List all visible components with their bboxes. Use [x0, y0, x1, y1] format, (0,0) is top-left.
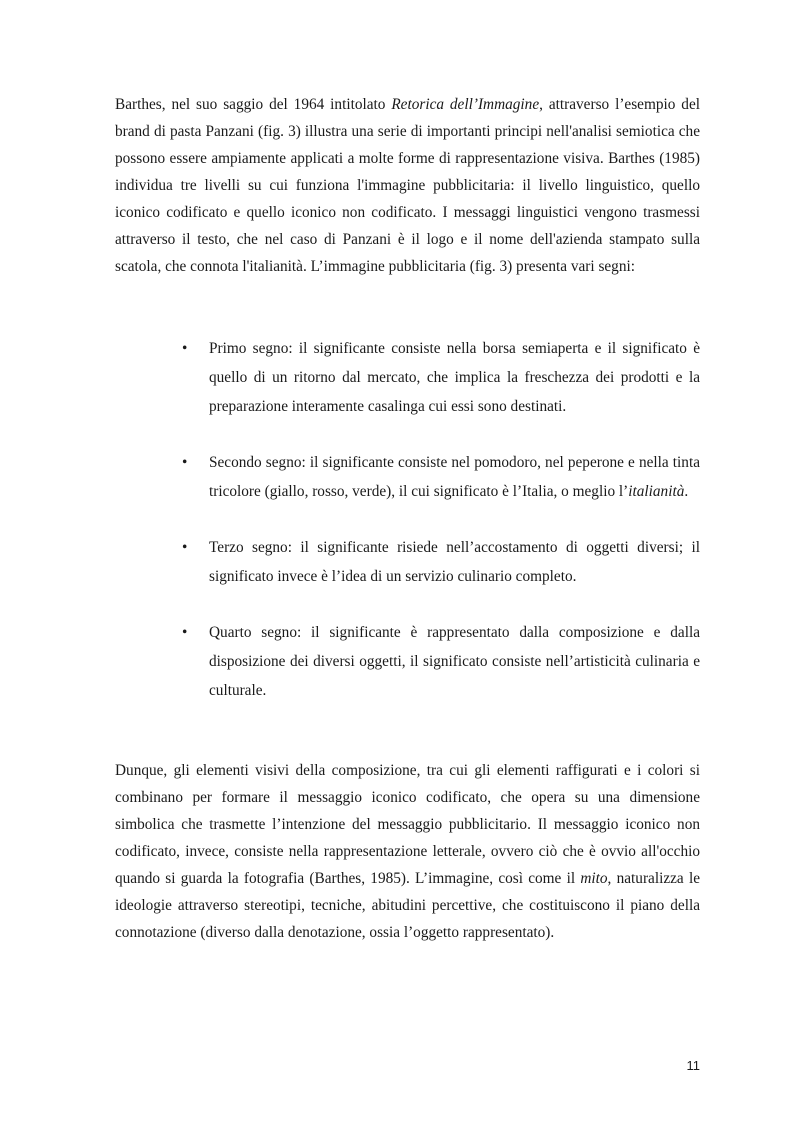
conclusion-paragraph — [115, 757, 700, 946]
list-item — [175, 533, 700, 591]
bullet-text-3: Terzo segno: il significante risiede nell’accostamento di oggetti diversi; il significato invece è l’idea di un servizio culinario completo. — [209, 539, 700, 585]
bullet-text-4: Quarto segno: il significante è rappresentato dalla composizione e dalla disposizione dei diversi oggetti, il significato consiste nell’artisticità culinaria e culturale. — [209, 624, 700, 699]
bullet-text-1: Primo segno: il significante consiste nella borsa semiaperta e il significato è quello di un ritorno dal mercato, che implica la freschezza dei prodotti e la preparazione interamente casalinga cui essi sono destinati. — [209, 340, 700, 415]
list-item — [175, 618, 700, 705]
conclusion-text-start: Dunque, gli elementi visivi della composizione, tra cui gli elementi raffigurati e i colori si combinano per formare il messaggio iconico codificato, che opera su una dimensione simbolica che trasmette l’intenzione del messaggio pubblicitario. Il messaggio iconico non codificato, invece, consiste nella rappresentazione letterale, ovvero ciò che è ovvio all'occhio quando si guarda la fotografia (Barthes, 1985). L’immagine, così come il — [115, 762, 700, 887]
bullet-text-2: Secondo segno: il significante consiste nel pomodoro, nel peperone e nella tinta tricolore (giallo, rosso, verde), il cui significato è l’Italia, o meglio l’ — [209, 454, 700, 500]
mito-term: mito — [580, 870, 608, 887]
signs-list — [175, 334, 700, 705]
page-number: 11 — [686, 1058, 700, 1073]
book-title: Retorica dell’Immagine — [391, 96, 540, 113]
bullet-after-2: . — [684, 483, 689, 500]
intro-text-end: , attraverso l’esempio del brand di pasta Panzani (fig. 3) illustra una serie di importanti principi nell'analisi semiotica che possono essere ampiamente applicati a molte forme di rappresentazione visiva. Barthes (1985) individua tre livelli su cui funziona l'immagine pubblicitaria: il livello linguistico, quello iconico codificato e quello iconico non codificato. I messaggi linguistici vengono trasmessi attraverso il testo, che nel caso di Panzani è il logo e il nome dell'azienda stampato sulla scatola, che connota l'italianità. L’immagine pubblicitaria (fig. 3) presenta vari segni: — [115, 96, 700, 275]
bullet-italic-2: italianità — [628, 483, 685, 500]
conclusion-text-end: , naturalizza le ideologie attraverso stereotipi, tecniche, abitudini percettive, che costituiscono il piano della connotazione (diverso dalla denotazione, ossia l’oggetto rappresentato). — [115, 870, 700, 941]
intro-text-start: Barthes, nel suo saggio del 1964 intitolato — [115, 96, 392, 113]
list-item — [175, 448, 700, 506]
intro-paragraph — [115, 91, 700, 280]
list-item — [175, 334, 700, 421]
